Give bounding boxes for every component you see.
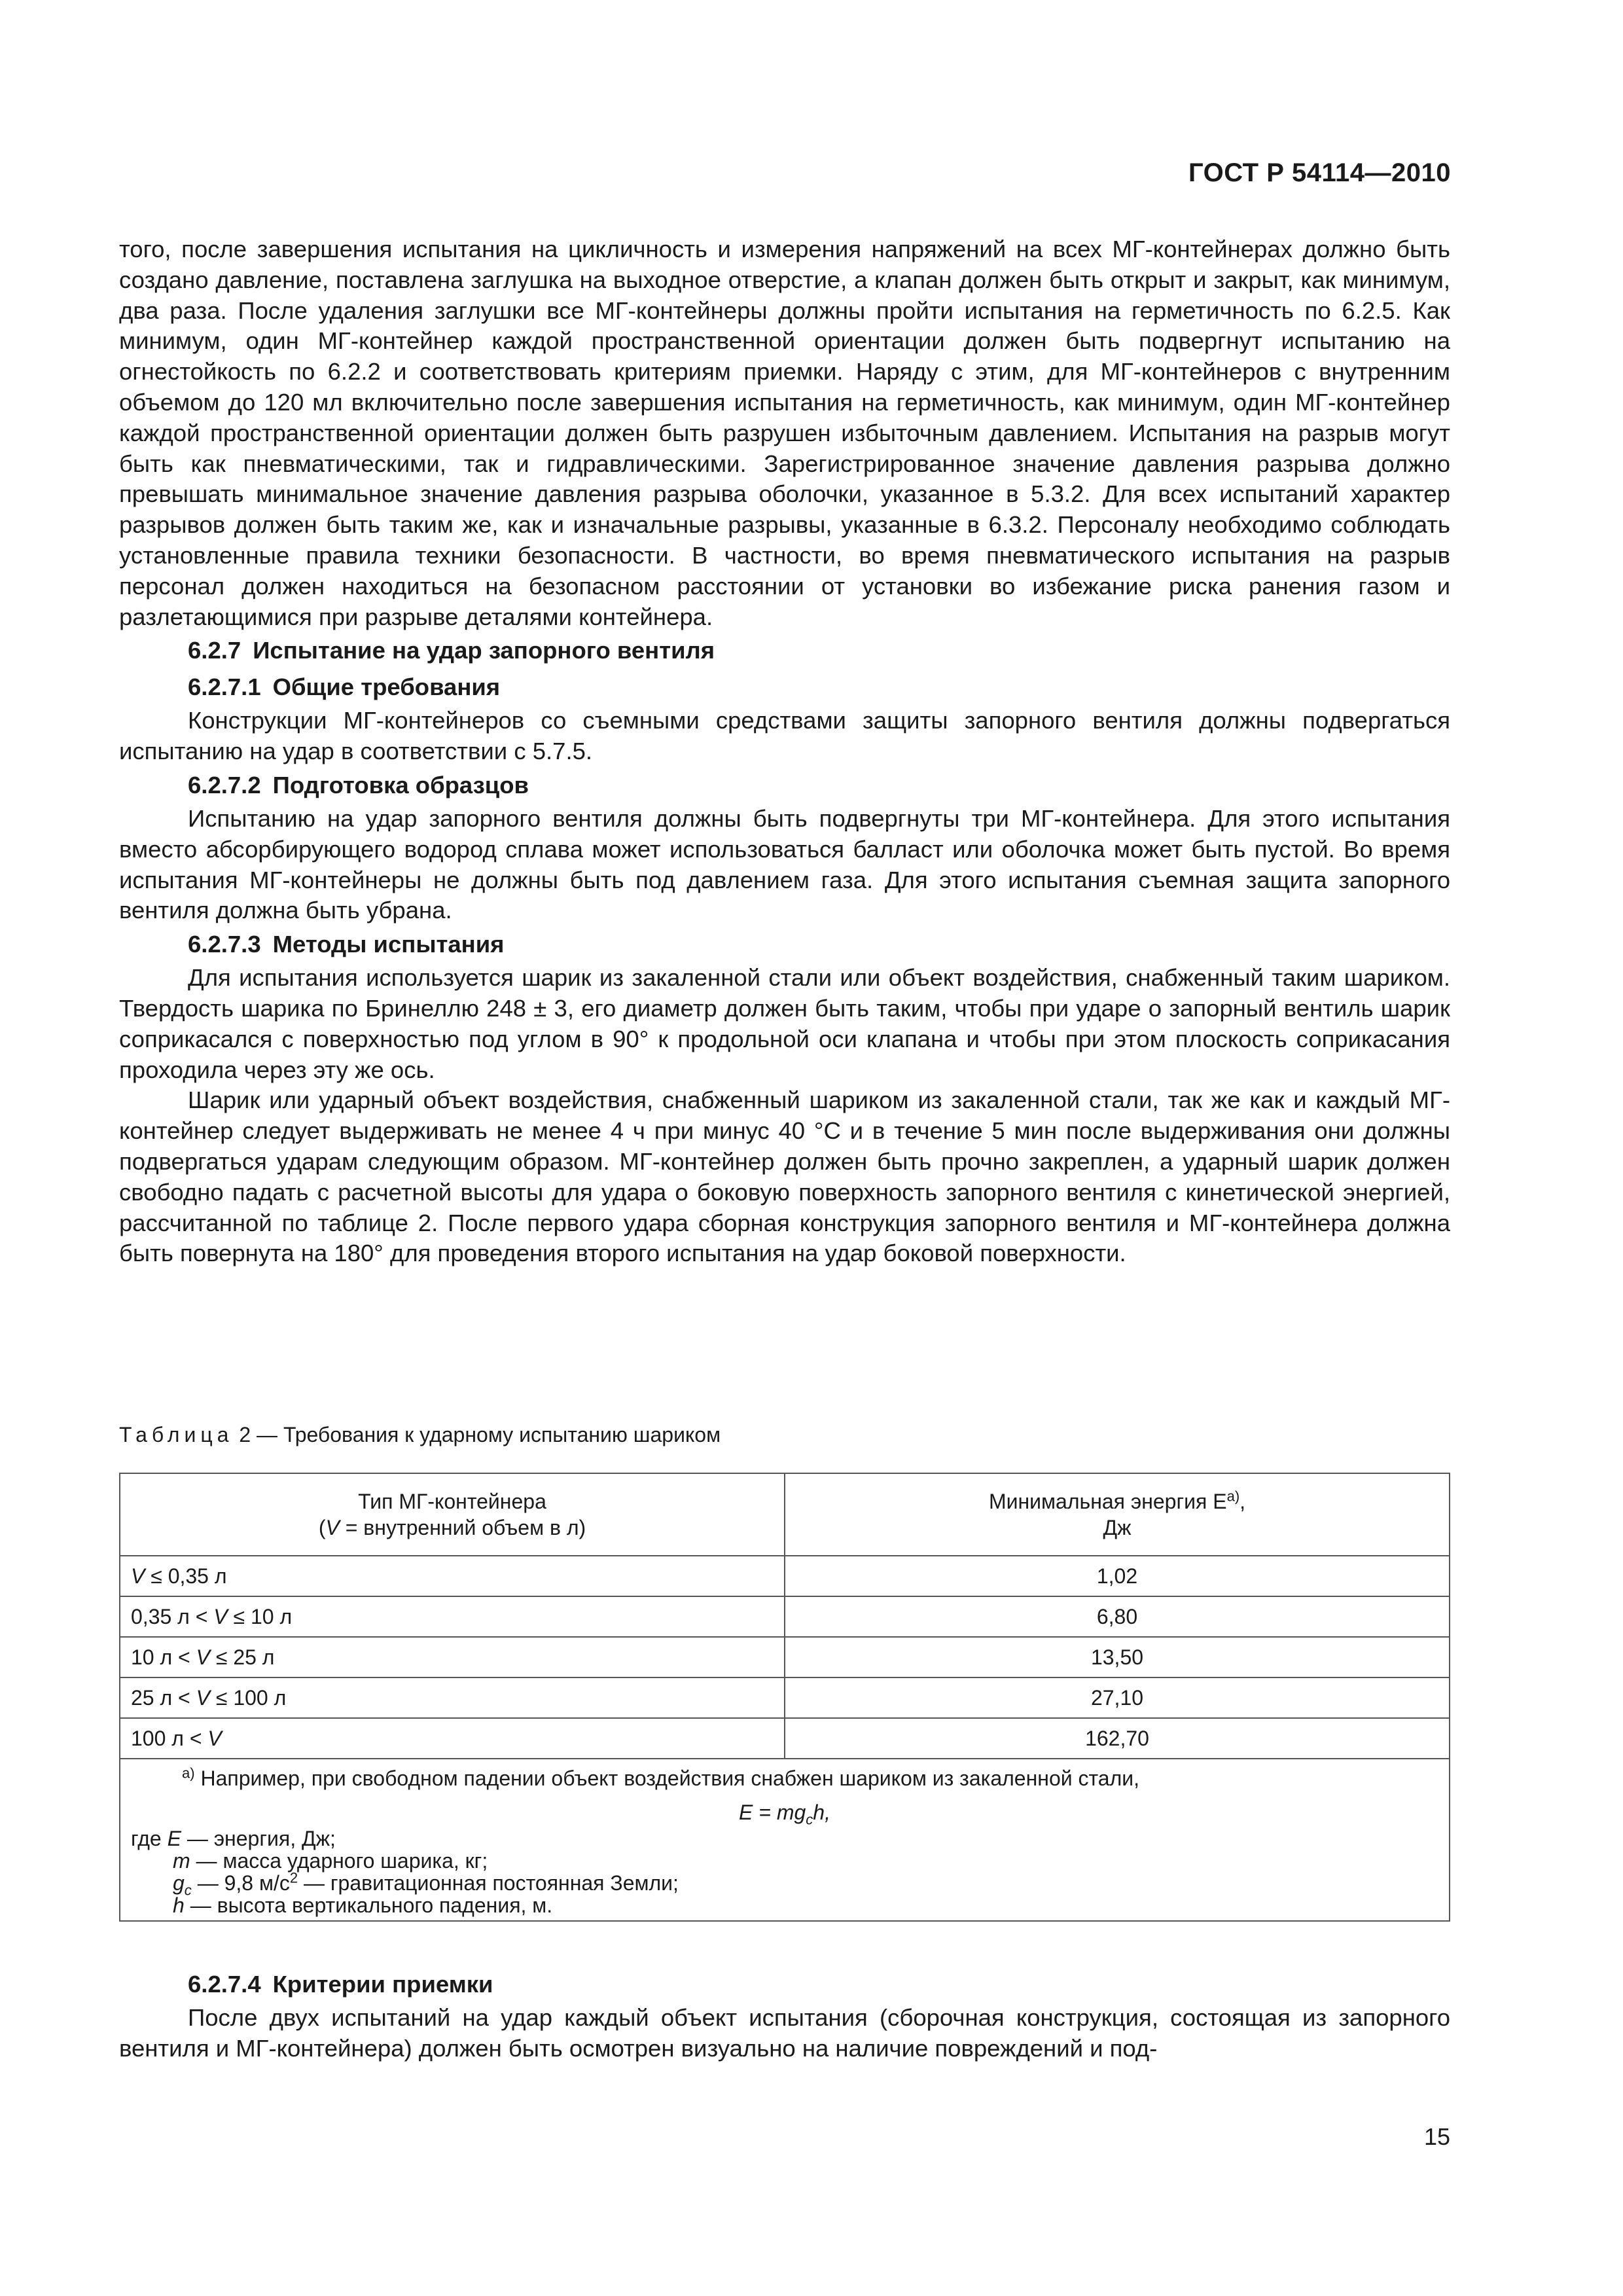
table-footnote: $^{а)}$ Например, при свободном падении объект воздействия снабжен шариком из закаленной стали, $E = mg_ch$, где E — энергия, Дж; m — масса ударного шарика, кг; $g_c$ — 9,8 $м/с^2$ — гравитационная постоянная Земли; h — высота вертикального падения, м.	[120, 1759, 1450, 1921]
table-header-min-energy: Минимальная энергия $E^{а)}$, Дж	[785, 1473, 1450, 1556]
table-footnote-row	[120, 1759, 1450, 1921]
page-number: 15	[1423, 2123, 1450, 2150]
section-6-2-7-3-heading: 6.2.7.3 Методы испытания	[188, 931, 505, 958]
section-6-2-7-4-text: После двух испытаний на удар каждый объект испытания (сборочная конструкция, состоящая из запорного вентиля и МГ-контейнера) должен быть осмотрен визуально на наличие повреждений и под-	[119, 2004, 1450, 2062]
intro-paragraph: того, после завершения испытания на цикличность и измерения напряжений на всех МГ-контейнерах должно быть создано давление, поставлена заглушка на выходное отверстие, а клапан должен быть открыт и закрыт, как минимум, два раза. После удаления заглушки все МГ-контейнеры должны пройти испытания на герметичность по 6.2.5. Как минимум, один МГ-контейнер каждой пространственной ориентации должен быть подвергнут испытанию на огнестойкость по 6.2.2 и соответствовать критериям приемки. Наряду с этим, для МГ-контейнеров с внутренним объемом до 120 мл включительно после завершения испытания на герметичность, как минимум, один МГ-контейнер каждой пространственной ориентации должен быть разрушен избыточным давлением. Испытания на разрыв могут быть как пневматическими, так и гидравлическими. Зарегистрированное значение давления разрыва должно превышать минимальное значение давления разрыва оболочки, указанное в 5.3.2. Для всех испытаний характер разрывов должен быть таким же, как и изначальные разрывы, указанные в 6.3.2. Персоналу необходимо соблюдать установленные правила техники безопасности. В частности, во время пневматического испытания на разрыв персонал должен находиться на безопасном расстоянии от установки во избежание риска ранения газом и разлетающимися при разрыве деталями контейнера.	[119, 236, 1450, 630]
section-6-2-7-3-paragraph-2: Шарик или ударный объект воздействия, снабженный шариком из закаленной стали, так же как и каждый МГ-контейнер следует выдерживать не менее 4 ч при минус 40 °С и в течение 5 мин после выдерживания они должны подвергаться ударам следующим образом. МГ-контейнер должен быть прочно закреплен, а ударный шарик должен свободно падать с расчетной высоты для удара о боковую поверхность запорного вентиля с кинетической энергией, рассчитанной по таблице 2. После первого удара сборная конструкция запорного вентиля и МГ-контейнера должна быть повернута на 180° для проведения второго испытания на удар боковой поверхности.	[119, 1086, 1450, 1267]
body-bottom	[119, 1966, 1450, 2064]
energy-formula: $E = mg_ch$,	[739, 1801, 830, 1828]
table-caption: Таблица 2 — Требования к ударному испытанию шариком	[119, 1423, 721, 1446]
table-row: 0,35 л < V ≤ 10 л 6,80	[120, 1596, 1450, 1637]
body-top	[119, 234, 1450, 1269]
section-6-2-7-4-heading: 6.2.7.4 Критерии приемки	[188, 1971, 493, 1998]
table-header-row	[120, 1473, 1450, 1556]
section-6-2-7-2-heading: 6.2.7.2 Подготовка образцов	[188, 771, 529, 798]
section-6-2-7-2-text: Испытанию на удар запорного вентиля должны быть подвергнуты три МГ-контейнера. Для этого испытания вместо абсорбирующего водород сплава может использоваться балласт или оболочка может быть пустой. Во время испытания МГ-контейнеры не должны быть под давлением газа. Для этого испытания съемная защита запорного вентиля должна быть убрана.	[119, 804, 1450, 924]
table-row: V ≤ 0,35 л 1,02	[120, 1556, 1450, 1596]
impact-requirements-table	[119, 1473, 1450, 1922]
document-code: ГОСТ Р 54114—2010	[1188, 158, 1451, 187]
table-row: 10 л < V ≤ 25 л 13,50	[120, 1637, 1450, 1677]
section-6-2-7-3-paragraph-1: Для испытания используется шарик из закаленной стали или объект воздействия, снабженный таким шариком. Твердость шарика по Бринеллю 248 ± 3, его диаметр должен быть таким, чтобы при ударе о запорный вентиль шарик соприкасался с поверхностью под углом в 90° к продольной оси клапана и чтобы при этом плоскость соприкасания проходила через эту же ось.	[119, 964, 1450, 1083]
table-header-container-type: Тип МГ-контейнера (V = внутренний объем в л)	[120, 1473, 785, 1556]
section-6-2-7-1-text: Конструкции МГ-контейнеров со съемными средствами защиты запорного вентиля должны подвергаться испытанию на удар в соответствии с 5.7.5.	[119, 707, 1450, 765]
section-6-2-7-1-heading: 6.2.7.1 Общие требования	[188, 673, 501, 701]
section-6-2-7-heading: 6.2.7 Испытание на удар запорного вентиля	[188, 637, 715, 664]
table-row: 25 л < V ≤ 100 л 27,10	[120, 1677, 1450, 1718]
table-row: 100 л < V 162,70	[120, 1718, 1450, 1759]
